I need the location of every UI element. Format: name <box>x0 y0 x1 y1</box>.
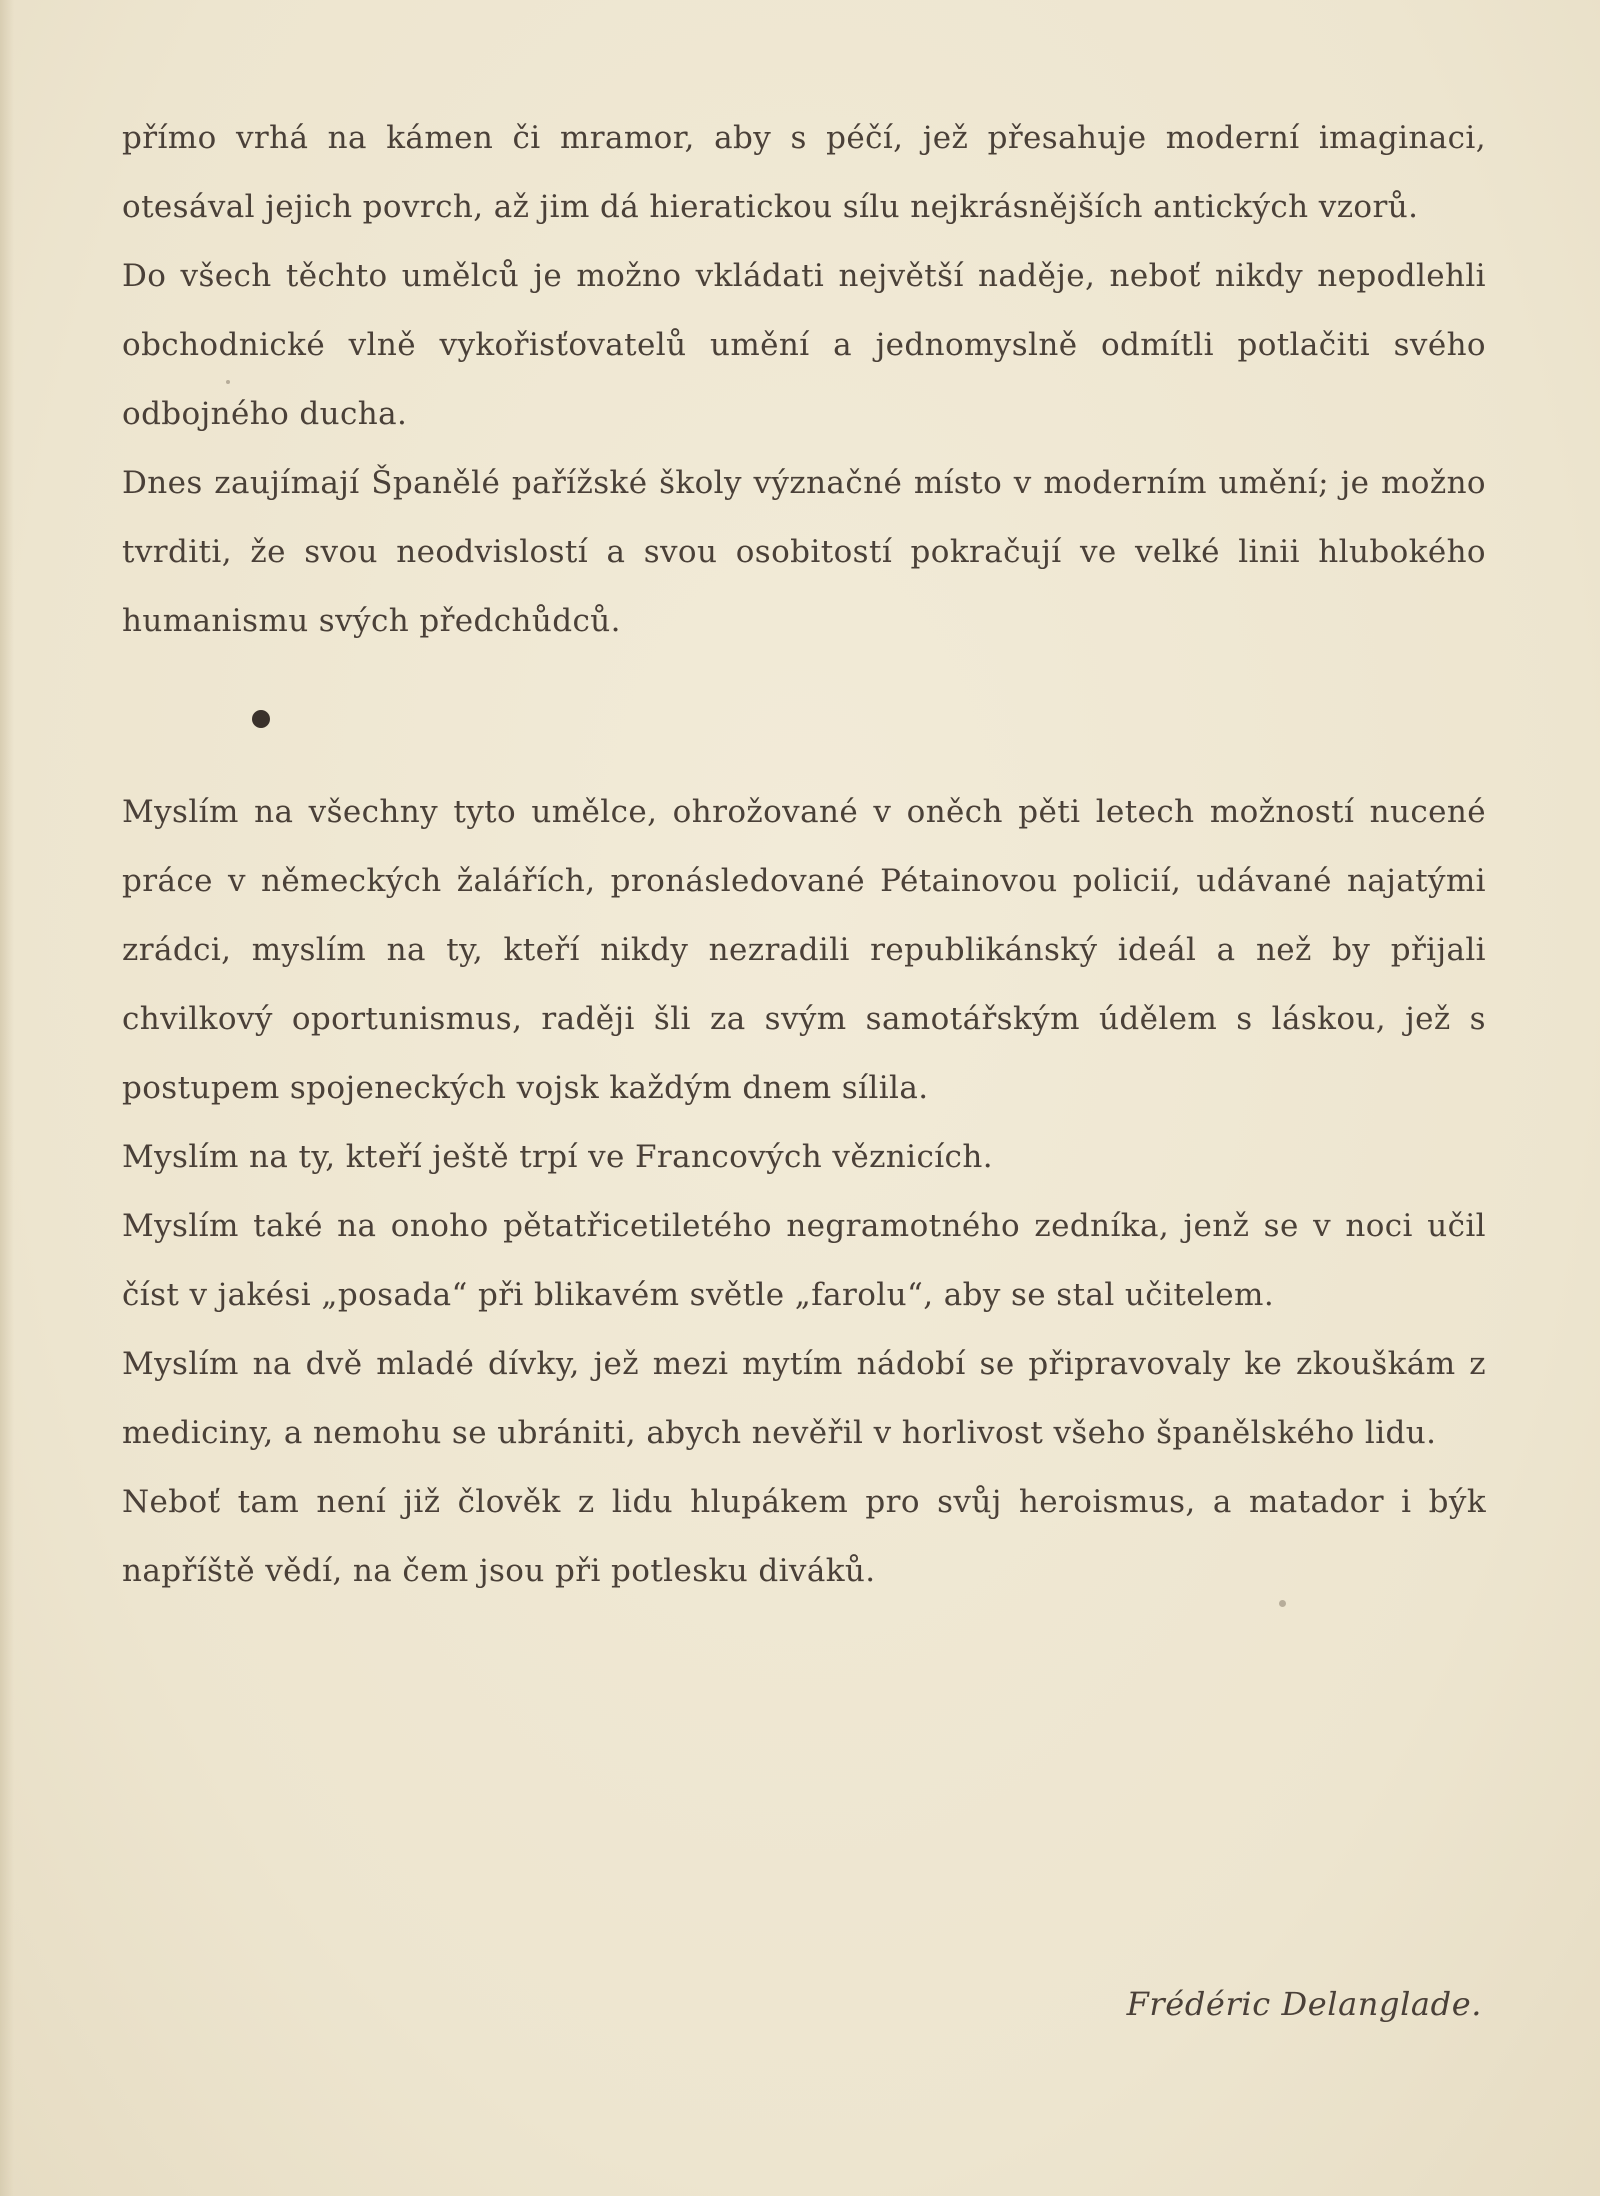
signature: Frédéric Delanglade. <box>1126 1985 1482 2023</box>
paragraph: Do všech těchto umělců je možno vkládati největší naděje, neboť nikdy nepodlehli obchodnické vlně vykořisťovatelů umění a jednomyslně odmítli potlačiti svého odbojného ducha. <box>122 258 1486 432</box>
paper-speck <box>226 380 230 384</box>
paragraph: Myslím na všechny tyto umělce, ohrožované v oněch pěti letech možností nucené práce v německých žalářích, pronásledované Pétainovou policií, udávané najatými zrádci, myslím na ty, kteří nikdy nezradili republikánský ideál a než by přijali chvilkový oportunismus, raději šli za svým samotářským údělem s láskou, jež s postupem spojeneckých vojsk každým dnem sílila. <box>122 794 1486 1106</box>
article-body <box>122 104 1486 1606</box>
bullet-icon <box>252 710 270 728</box>
paragraph: Myslím na ty, kteří ještě trpí ve Francových věznicích. <box>122 1139 993 1175</box>
paper-speck <box>1279 1600 1286 1607</box>
paragraph: Dnes zaujímají Španělé pařížské školy význačné místo v moderním umění; je možno tvrditi, že svou neodvislostí a svou osobitostí pokračují ve velké linii hlubokého humanismu svých předchůdců. <box>122 465 1486 639</box>
paragraph: Myslím na dvě mladé dívky, jež mezi mytím nádobí se připravovaly ke zkouškám z mediciny, a nemohu se ubrániti, abych nevěřil v horlivost všeho španělského lidu. <box>122 1346 1486 1451</box>
section-separator <box>122 656 1486 778</box>
paragraph: Myslím také na onoho pětatřicetiletého negramotného zedníka, jenž se v noci učil číst v jakési „posada“ při blikavém světle „farolu“, aby se stal učitelem. <box>122 1208 1486 1313</box>
page-edge-shadow <box>0 0 14 2196</box>
paragraph: Neboť tam není již člověk z lidu hlupákem pro svůj heroismus, a matador i býk napříště vědí, na čem jsou při potlesku diváků. <box>122 1484 1486 1589</box>
paragraph: přímo vrhá na kámen či mramor, aby s péčí, jež přesahuje moderní imaginaci, otesával jejich povrch, až jim dá hieratickou sílu nejkrásnějších antických vzorů. <box>122 120 1486 225</box>
